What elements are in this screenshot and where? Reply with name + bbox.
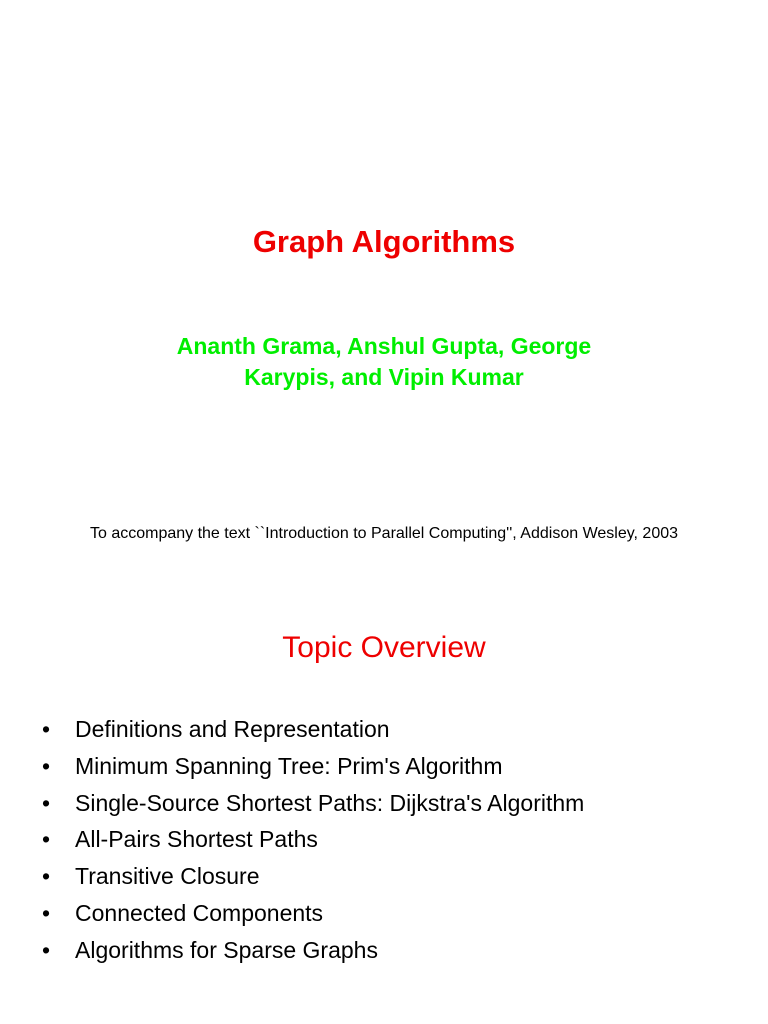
topic-label: Transitive Closure (75, 863, 260, 890)
accompany-text: To accompany the text ``Introduction to Parallel Computing'', Addison Wesley, 2003 (89, 525, 679, 542)
topic-label: Single-Source Shortest Paths: Dijkstra's Algorithm (75, 789, 585, 816)
topic-item (40, 932, 584, 969)
authors-line-2: Karypis, and Vipin Kumar (244, 364, 524, 390)
authors-block (0, 331, 768, 393)
topic-item (40, 895, 584, 932)
topic-label: Definitions and Representation (75, 716, 390, 742)
topic-item (40, 711, 584, 748)
topic-overview-title: Topic Overview (282, 631, 486, 664)
topic-label: Algorithms for Sparse Graphs (75, 936, 378, 963)
topic-label: All-Pairs Shortest Paths (75, 826, 318, 853)
bullet-icon: • (42, 863, 51, 890)
bullet-icon: • (42, 716, 51, 742)
bullet-icon: • (42, 789, 51, 816)
bullet-icon: • (42, 899, 51, 926)
topic-label: Minimum Spanning Tree: Prim's Algorithm (75, 752, 503, 779)
topic-list (40, 711, 584, 969)
topic-item (40, 785, 584, 822)
slide-title: Graph Algorithms (252, 224, 516, 259)
bullet-icon: • (42, 752, 51, 779)
topic-label: Connected Components (75, 899, 324, 926)
authors-line-1: Ananth Grama, Anshul Gupta, George (176, 333, 592, 359)
bullet-icon: • (42, 936, 51, 963)
topic-item (40, 858, 584, 895)
topic-item (40, 821, 584, 858)
topic-item (40, 748, 584, 785)
bullet-icon: • (42, 826, 51, 853)
